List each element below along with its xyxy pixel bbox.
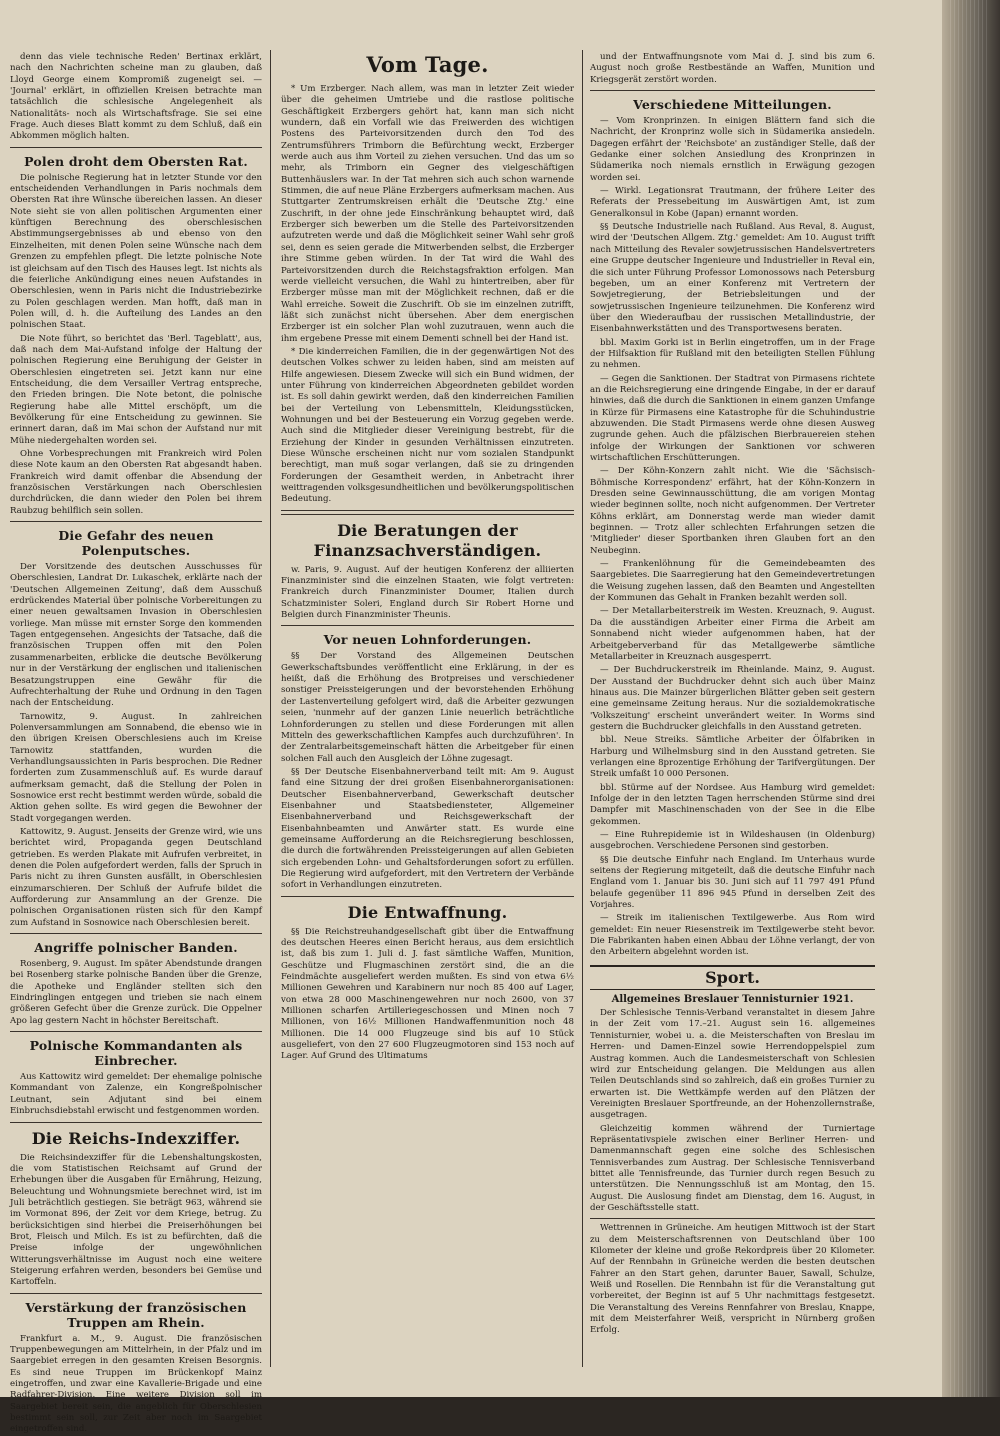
paragraph: Aus Kattowitz wird gemeldet: Der ehemalige polnische Kommandant von Zalenze, ein Kongreßpolnischer Leutnant, sein Adjutant sind bei einem Einbruchsdiebstahl erwischt und festgenommen worden. (10, 1072, 262, 1117)
article-heading: Die Beratungen der Finanzsachverständigen. (313, 520, 542, 560)
right-column (590, 52, 875, 1367)
divider (281, 896, 574, 897)
divider (10, 933, 262, 934)
paragraph: * Die kinderreichen Familien, die in der gegenwärtigen Not des deutschen Volkes schwer zu leiden haben, sind am meisten auf Hilfe angewiesen. Diesem Zwecke will sich ein Bund widmen, der unter Führung von kinderreichen Abgeordneten gebildet worden ist. Es soll dahin gewirkt werden, daß den kinderreichen Familien bei der Verteilung von Lebensmitteln, Kleidungsstücken, Wohnungen und bei der Besteuerung ein Vorzug gegeben werde. Auch sind die Mitglieder dieser Vereinigung bestrebt, für die Erziehung der Kinder in gesunden Verhältnissen einzutreten. Diese Wünsche erscheinen nicht nur vom sozialen Standpunkt berechtigt, man muß sogar verlangen, daß sie zu dringenden Forderungen der Gesamtheit werden, in Anbetracht ihrer weittragenden volksgesundheitlichen und bevölkerungspolitischen Bedeutung. (281, 346, 574, 505)
paragraph: — Eine Ruhrepidemie ist in Wildeshausen (in Oldenburg) ausgebrochen. Verschiedene Personen sind gestorben. (590, 830, 875, 852)
sports-section-title: Sport. (590, 965, 875, 990)
paragraph: Gleichzeitig kommen während der Turniertage Repräsentativspiele zwischen einer Berliner Herren- und Damenmannschaft gegen eine solche des Schlesischen Tennisverbandes zum Austrag. Der Schlesische Tennisverband bittet alle Tennisfreunde, das Turnier durch regen Besuch zu unterstützen. Die Nennungsschluß ist am Montag, den 15. August. Die Auslosung findet am Dienstag, dem 16. August, in der Geschäftsstelle statt. (590, 1123, 875, 1213)
article-heading: Die Gefahr des neuen Polenputsches. (58, 528, 214, 559)
paragraph: Frankfurt a. M., 9. August. Die französischen Truppenbewegungen am Mittelrhein, in der Pfalz und im Saargebiet erregen in den gesamten Kreisen Besorgnis. Es sind neue Truppen im Brückenkopf Mainz eingetroffen, und zwar eine Kavallerie-Brigade und eine Radfahrer-Division. Eine weitere Division soll im Saargebiet bereit sein, die angeblich für Oberschlesien bestimmt sein soll, zur Zeit aber noch im Saargebiet eingetroffen sind. (10, 1333, 262, 1435)
paragraph: Kattowitz, 9. August. Jenseits der Grenze wird, wie uns berichtet wird, Propaganda gegen Deutschland getrieben. Es werden Plakate mit Aufrufen verbreitet, in denen die Polen aufgefordert werden, falls der Spruch in Paris nicht zu ihren Gunsten ausfällt, in Oberschlesien einzumarschieren. Der Schluß der Aufrufe bildet die Aufforderung zur Ansammlung an der Grenze. Die polnischen Organisationen rüsten sich für den Kampf zum Aufstand in Sosnowice nach Oberschlesien bereit. (10, 826, 262, 928)
paragraph: und der Entwaffnungsnote vom Mai d. J. sind bis zum 6. August noch große Restbestände an Waffen, Munition und Kriegsgerät zerstört worden. (590, 52, 875, 85)
divider (10, 521, 262, 522)
paragraph: Ohne Vorbesprechungen mit Frankreich wird Polen diese Note kaum an den Obersten Rat abgesandt haben. Frankreich wird damit offenbar die Absendung der französischen Verstärkungen nach Oberschlesien durchdrücken, die dann wieder den Polen bei ihrem Raubzug behilflich sein sollen. (10, 449, 262, 516)
paragraph: Die polnische Regierung hat in letzter Stunde vor den entscheidenden Verhandlungen in Paris nochmals dem Obersten Rat ihre Wünsche übereichen lassen. An dieser Note sieht sie von allen politischen Argumenten einer künftigen Berechnung des oberschlesischen Abstimmungsergebnisses ab und ebenso von den Einzelheiten, mit denen Polen seine Wünsche nach dem Grenzen zu empfehlen pflegt. Die letzte polnische Note ist gleichsam auf den Tisch des Hauses legt. Ist nichts als die feierliche Ankündigung eines neuen Aufstandes in Oberschlesien, wenn in Paris nicht die Industriebezirke zu Polen geschlagen werden. Man hofft, daß man in Polen will, d. h. die Aufteilung des Landes an den polnischen Staat. (10, 172, 262, 331)
paragraph: Die Note führt, so berichtet das 'Berl. Tageblatt', aus, daß nach dem Mai-Aufstand infolge der Haltung der polnischen Regierung eine Beruhigung der Geister in Oberschlesien eingetreten sei. Jetzt kann nur eine Entscheidung, die dem Versailler Vertrag entspreche, den Frieden bringen. Die Note betont, die polnische Regierung habe alle Mittel erschöpft, um die Bevölkerung für eine Entscheidung zu gewinnen. Sie erinnert daran, daß im Mai schon der Aufstand nur mit Mühe niedergehalten worden sei. (10, 333, 262, 446)
paragraph: Tarnowitz, 9. August. In zahlreichen Polenversammlungen am Sonnabend, die ebenso wie in den übrigen Kreisen Oberschlesiens auch im Kreise Tarnowitz stattfanden, wurden die Verhandlungsaussichten in Paris besprochen. Die Redner forderten zum Zusammenschluß auf. Es wurde darauf aufmerksam gemacht, daß die Stellung der Polen in Sosnowice erst recht bestimmt werden würde, sobald die Aktion gehen sollte. Es wird gegen die Bewohner der Stadt vorgegangen werden. (10, 711, 262, 824)
paragraph: — Streik im italienischen Textilgewerbe. Aus Rom wird gemeldet: Ein neuer Riesenstreik im Textilgewerbe steht bevor. Die Fabrikanten haben einen Abbau der Löhne verlangt, der von den Arbeitern abgelehnt worden ist. (590, 913, 875, 958)
section-title: Vom Tage. (366, 52, 489, 77)
divider (281, 625, 574, 626)
article-heading: Vor neuen Lohnforderungen. (323, 632, 532, 648)
divider (10, 1031, 262, 1032)
divider (281, 510, 574, 515)
paragraph: — Wirkl. Legationsrat Trautmann, der frühere Leiter des Referats der Pressebeitung im Auswärtigen Amt, ist zum Generalkonsul in Kobe (Japan) ernannt worden. (590, 186, 875, 219)
divider (590, 90, 875, 91)
divider (10, 1122, 262, 1123)
paragraph: Die Reichsindexziffer für die Lebenshaltungskosten, die vom Statistischen Reichsamt auf Grund der Erhebungen über die Ausgaben für Ernährung, Heizung, Beleuchtung und Wohnungsmiete berechnet wird, ist im Juli beträchtlich gestiegen. Sie beträgt 963, während sie im Vormonat 896, der Zeit vor dem Kriege, betrug. Zu berücksichtigen sind hierbei die Preiserhöhungen bei Brot, Fleisch und Milch. Es ist zu befürchten, daß die Preise infolge der ungewöhnlichen Witterungsverhältnisse im August noch eine weitere Steigerung erfahren werden, besonders bei Gemüse und Kartoffeln. (10, 1152, 262, 1288)
article-heading: Verstärkung der französischen Truppen am Rhein. (25, 1299, 247, 1330)
divider (590, 1218, 875, 1219)
column-rule (270, 50, 271, 1367)
paragraph: — Gegen die Sanktionen. Der Stadtrat von Pirmasens richtete an die Reichsregierung eine dringende Eingabe, in der er darauf hinwies, daß die durch die Sanktionen in einem ganzen Umfange in Kürze für Pirmasens eine Katastrophe für die Schuhindustrie abzuwenden. Die Stadt Pirmasens werde ohne diesen Ausweg zugrunde gehen. Auch die pfälzischen Bierbrauereien stehen infolge der Wirkungen der Sanktionen vor schweren wirtschaftlichen Erschütterungen. (590, 373, 875, 463)
paragraph: denn das viele technische Reden' Bertinax erklärt, nach den Nachrichten scheine man zu glauben, daß Lloyd George einem Kompromiß zugeneigt sei. — 'Journal' erklärt, in offiziellen Kreisen betrachte man tatsächlich die schlesische Angelegenheit als Nationalitäts- noch als Wirtschaftsfrage. Sie sei eine Frage. Auch dieses Blatt kommt zu dem Schluß, daß ein Abkommen möglich halten. (10, 52, 262, 142)
page-edges (950, 0, 990, 1397)
paragraph: — Der Köhn-Konzern zahlt nicht. Wie die 'Sächsisch-Böhmische Korrespondenz' erfährt, hat der Köhn-Konzern in Dresden seine Gewinnausschüttung, die am vorigen Montag wieder beginnen sollte, noch nicht aufgenommen. Der Vertreter Köhns erklärt, am Donnerstag werde man wieder damit beginnen. — Trotz aller schlechten Erfahrungen setzen die 'Mitglieder' dieser Sportbanken ihren Glauben fort an den Neubeginn. (590, 466, 875, 556)
article-heading: Die Entwaffnung. (347, 902, 508, 922)
paragraph: — Vom Kronprinzen. In einigen Blättern fand sich die Nachricht, der Kronprinz wolle sich in Südamerika ansiedeln. Dagegen erfährt der 'Reichsbote' an zuständiger Stelle, daß der Gedanke einer solchen Ansiedlung des Kronprinzen in Südamerika noch niemals ernstlich in Erwägung gezogen worden sei. (590, 116, 875, 183)
article-heading: Angriffe polnischer Banden. (34, 940, 238, 956)
paragraph: Der Schlesische Tennis-Verband veranstaltet in diesem Jahre in der Zeit vom 17.–21. August sein 16. allgemeines Tennisturnier, wobei u. a. die Meisterschaften von Breslau im Herren- und Damen-Einzel sowie Herrendoppelspiel zum Austrag kommen. Auch die Landesmeisterschaft von Schlesien wird zur Entscheidung gelangen. Die Meldungen aus allen Teilen Deutschlands sind so zahlreich, daß ein großes Turnier zu erwarten ist. Die Wettkämpfe werden auf den Plätzen der Vereinigten Breslauer Sportfreunde, an der Hohenzollernstraße, ausgetragen. (590, 1008, 875, 1121)
sports-subtitle: Allgemeines Breslauer Tennisturnier 1921. (611, 993, 854, 1005)
paragraph: §§ Der Vorstand des Allgemeinen Deutschen Gewerkschaftsbundes veröffentlicht eine Erklärung, in der es heißt, daß die Erhöhung des Brotpreises und verschiedener sonstiger Preissteigerungen und der bevorstehenden Erhöhung der Lastenverteilung gefolgert wird, daß die Arbeiter gezwungen seien, 'nunmehr auf der ganzen Linie neuerlich beträchtliche Lohnforderungen zu stellen und diese Forderungen mit allen Mitteln des gewerkschaftlichen Kampfes auch durchzuführen'. In der Zentralarbeitsgemeinschaft hätten die Arbeitgeber für einen solchen Fall auch den Ausgleich der Löhne zugesagt. (281, 651, 574, 764)
paragraph: §§ Die deutsche Einfuhr nach England. Im Unterhaus wurde seitens der Regierung mitgeteilt, daß die deutsche Einfuhr nach England vom 1. Januar bis 30. Juni sich auf 11 797 491 Pfund belaufe gegenüber 11 896 945 Pfund in derselben Zeit des Vorjahres. (590, 854, 875, 911)
article-heading: Polen droht dem Obersten Rat. (24, 153, 248, 169)
paragraph: bbl. Stürme auf der Nordsee. Aus Hamburg wird gemeldet: Infolge der in den letzten Tagen herrschenden Stürme sind drei Dampfer mit Maschinenschaden von der See in die Elbe gekommen. (590, 782, 875, 827)
divider (10, 147, 262, 148)
divider (10, 1293, 262, 1294)
paragraph: bbl. Maxim Gorki ist in Berlin eingetroffen, um in der Frage der Hilfsaktion für Rußland mit den beteiligten Stellen Fühlung zu nehmen. (590, 337, 875, 371)
paragraph: Der Vorsitzende des deutschen Ausschusses für Oberschlesien, Landrat Dr. Lukaschek, erklärte nach der 'Deutschen Allgemeinen Zeitung', daß dem Ausschuß erdrückendes Material über polnische Vorbereitungen zu einer neuen gewaltsamen Invasion in Oberschlesien vorliege. Man müsse mit ernster Sorge den kommenden Tagen entgegensehen. Angesichts der Tatsache, daß die französischen Truppen offen mit den Polen zusammenarbeiten, erblicke die deutsche Bevölkerung nur in der Verstärkung der englischen und italienischen Besatzungstruppen eine Gewähr für die Aufrechterhaltung der Ruhe und Ordnung in den Tagen nach der Entscheidung. (10, 562, 262, 709)
paragraph: Rosenberg, 9. August. Im später Abendstunde drangen bei Rosenberg starke polnische Banden über die Grenze, die Apotheke und Engländer stellten sich den Eindringlingen entgegen und trieben sie nach einem größeren Gefecht über die Grenze zurück. Die Oppelner Apo lag gestern Nacht in höchster Bereitschaft. (10, 959, 262, 1026)
middle-column (281, 52, 574, 1367)
column-rule (582, 50, 583, 1367)
paragraph: — Der Metallarbeiterstreik im Westen. Kreuznach, 9. August. Da die ausständigen Arbeiter einer Firma die Arbeit am Sonnabend nicht wieder aufgenommen haben, hat der Arbeitgeberverband für das Metallgewerbe sämtliche Metallarbeiter in Kreuznach ausgesperrt. (590, 606, 875, 662)
paragraph: — Frankenlöhnung für die Gemeindebeamten des Saargebietes. Die Saarregierung hat den Gemeindevertretungen die Weisung zugehen lassen, daß den Beamten und Angestellten der Kommunen das Gehalt in Franken bezahlt werden soll. (590, 559, 875, 604)
article-heading: Polnische Kommandanten als Einbrecher. (29, 1038, 243, 1069)
paragraph: §§ Der Deutsche Eisenbahnerverband teilt mit: Am 9. August fand eine Sitzung der drei großen Eisenbahnerorganisationen: Deutscher Eisenbahnerverband, Gewerkschaft deutscher Eisenbahner und Staatsbediensteter, Allgemeiner Eisenbahnerverband und Reichsgewerkschaft der Eisenbahnbeamten und Anwärter statt. Es wurde eine gemeinsame Aufforderung an die Reichsregierung beschlossen, die durch die fortwährenden Preissteigerungen auf allen Gebieten sich ergebenden Lohn- und Gehaltsforderungen sofort zu erfüllen. Die Regierung wird aufgefordert, mit den Vertretern der Verbände sofort in Verhandlungen einzutreten. (281, 766, 574, 891)
paragraph: Wettrennen in Grüneiche. Am heutigen Mittwoch ist der Start zu dem Meisterschaftsrennen von Deutschland über 100 Kilometer der kleine und große Rekordpreis über 20 Kilometer. Auf der Rennbahn in Grüneiche werden die besten deutschen Fahrer an den Start gehen, darunter Bauer, Sawall, Schulze, Weiß und Rosellen. Die Rennbahn ist für die Veranstaltung gut vorbereitet, der Beginn ist auf 5 Uhr nachmittags festgesetzt. Die Veranstaltung des Vereins Rennfahrer von Breslau, Knappe, mit dem Meisterfahrer Weiß, verspricht in Nürnberg großen Erfolg. (590, 1223, 875, 1336)
article-heading: Verschiedene Mitteilungen. (633, 97, 832, 113)
paragraph: — Der Buchdruckerstreik im Rheinlande. Mainz, 9. August. Der Ausstand der Buchdrucker dehnt sich auch über Mainz hinaus aus. Die Mainzer bürgerlichen Blätter geben seit gestern eine gemeinsame Zeitung heraus. Nur die sozialdemokratische 'Volkszeitung' erscheint unverändert weiter. In Worms sind gestern die Buchdrucker gleichfalls in den Ausstand getreten. (590, 665, 875, 732)
paragraph: bbl. Neue Streiks. Sämtliche Arbeiter der Ölfabriken in Harburg und Wilhelmsburg sind in den Ausstand getreten. Sie verlangen eine 8prozentige Erhöhung der Tarifvergütungen. Der Streik umfaßt 10 000 Personen. (590, 735, 875, 780)
paragraph: §§ Deutsche Industrielle nach Rußland. Aus Reval, 8. August, wird der 'Deutschen Allgem. Ztg.' gemeldet: Am 10. August trifft nach Mitteilung des Revaler sowjetrussischen Handelsvertreters eine Gruppe deutscher Ingenieure und Industrieller in Reval ein, die sich unter Führung Professor Lomonossows nach Petersburg begeben, um an einer Konferenz mit Vertretern der Sowjetregierung, der Betriebsleitungen und der sowjetrussischen Ingenieure teilzunehmen. Die Konferenz wird über den Wiederaufbau der russischen Metallindustrie, der Eisenbahnwerkstätten und des Transportwesens beraten. (590, 222, 875, 335)
paragraph: * Um Erzberger. Nach allem, was man in letzter Zeit wieder über die geheimen Umtriebe und die rastlose politische Geschäftigkeit Erzbergers gehört hat, kann man sich nicht wundern, daß ein Vorfall wie das Freiwerden des wichtigen Postens des Parteivorsitzenden durch den Tod des Zentrumsführers Trimborn die Befürchtung weckt, Erzberger werde auch aus ihm Vorteil zu ziehen versuchen. Und das um so mehr, als Trimborn ein Gegner des vielgeschäftigen Buttenhäuslers war. In der Tat mehren sich auch schon warnende Stimmen, die auf neue Pläne Erzbergers aufmerksam machen. Aus Stuttgarter Zentrumskreisen erhält die 'Deutsche Ztg.' eine Zuschrift, in der ohne jede Einschränkung behauptet wird, daß Erzberger sich bewerben um die Stelle des Parteivorsitzenden aufzutreten werde und daß die Möglichkeit seiner Wahl sehr groß sei, denn es seien gerade die Mitwerbenden selbst, die Erzberger ihre Stimme geben würden. In der Tat wird die Wahl des Parteivorsitzenden durch die Reichstagsfraktion erfolgen. Man werde vielleicht versuchen, die Wahl zu hintertreiben, aber für Erzberger müsse man mit der Möglichkeit rechnen, daß er die Wahl erreiche. Soweit die Zuschrift. Ob sie im einzelnen zutrifft, läßt sich zunächst nicht übersehen. Aber dem energischen Erzberger ist ein solcher Plan wohl zuzutrauen, wenn auch die ihm ergebene Presse mit einem Dementi schnell bei der Hand ist. (281, 84, 574, 344)
paragraph: w. Paris, 9. August. Auf der heutigen Konferenz der alliierten Finanzminister sind die einzelnen Staaten, wie folgt vertreten: Frankreich durch Finanzminister Doumer, Italien durch Schatzminister Soleri, England durch Sir Robert Horne und Belgien durch Finanzminister Theunis. (281, 564, 574, 621)
left-column (10, 52, 262, 1435)
paragraph: §§ Die Reichstreuhandgesellschaft gibt über die Entwaffnung des deutschen Heeres einen Bericht heraus, aus dem ersichtlich ist, daß bis zum 1. Juli d. J. fast sämtliche Waffen, Munition, Geschütze und Flugmaschinen zerstört sind, die an die Feindmächte ausgeliefert werden mußten. Es sind von etwa 6½ Millionen Gewehren und Karabinern nur noch 85 400 auf Lager, von etwa 28 000 Maschinengewehren nur noch 2600, von 37 Millionen scharfen Artilleriegeschossen und Minen noch 7 Millionen, von 16½ Millionen Handwaffenmunition noch 48 Millionen. Die 14 000 Flugzeuge sind bis auf 10 Stück ausgeliefert, von den 27 600 Flugzeugmotoren sind 153 noch auf Lager. Auf Grund des Ultimatums (281, 926, 574, 1062)
article-heading: Die Reichs-Indexziffer. (31, 1128, 241, 1148)
